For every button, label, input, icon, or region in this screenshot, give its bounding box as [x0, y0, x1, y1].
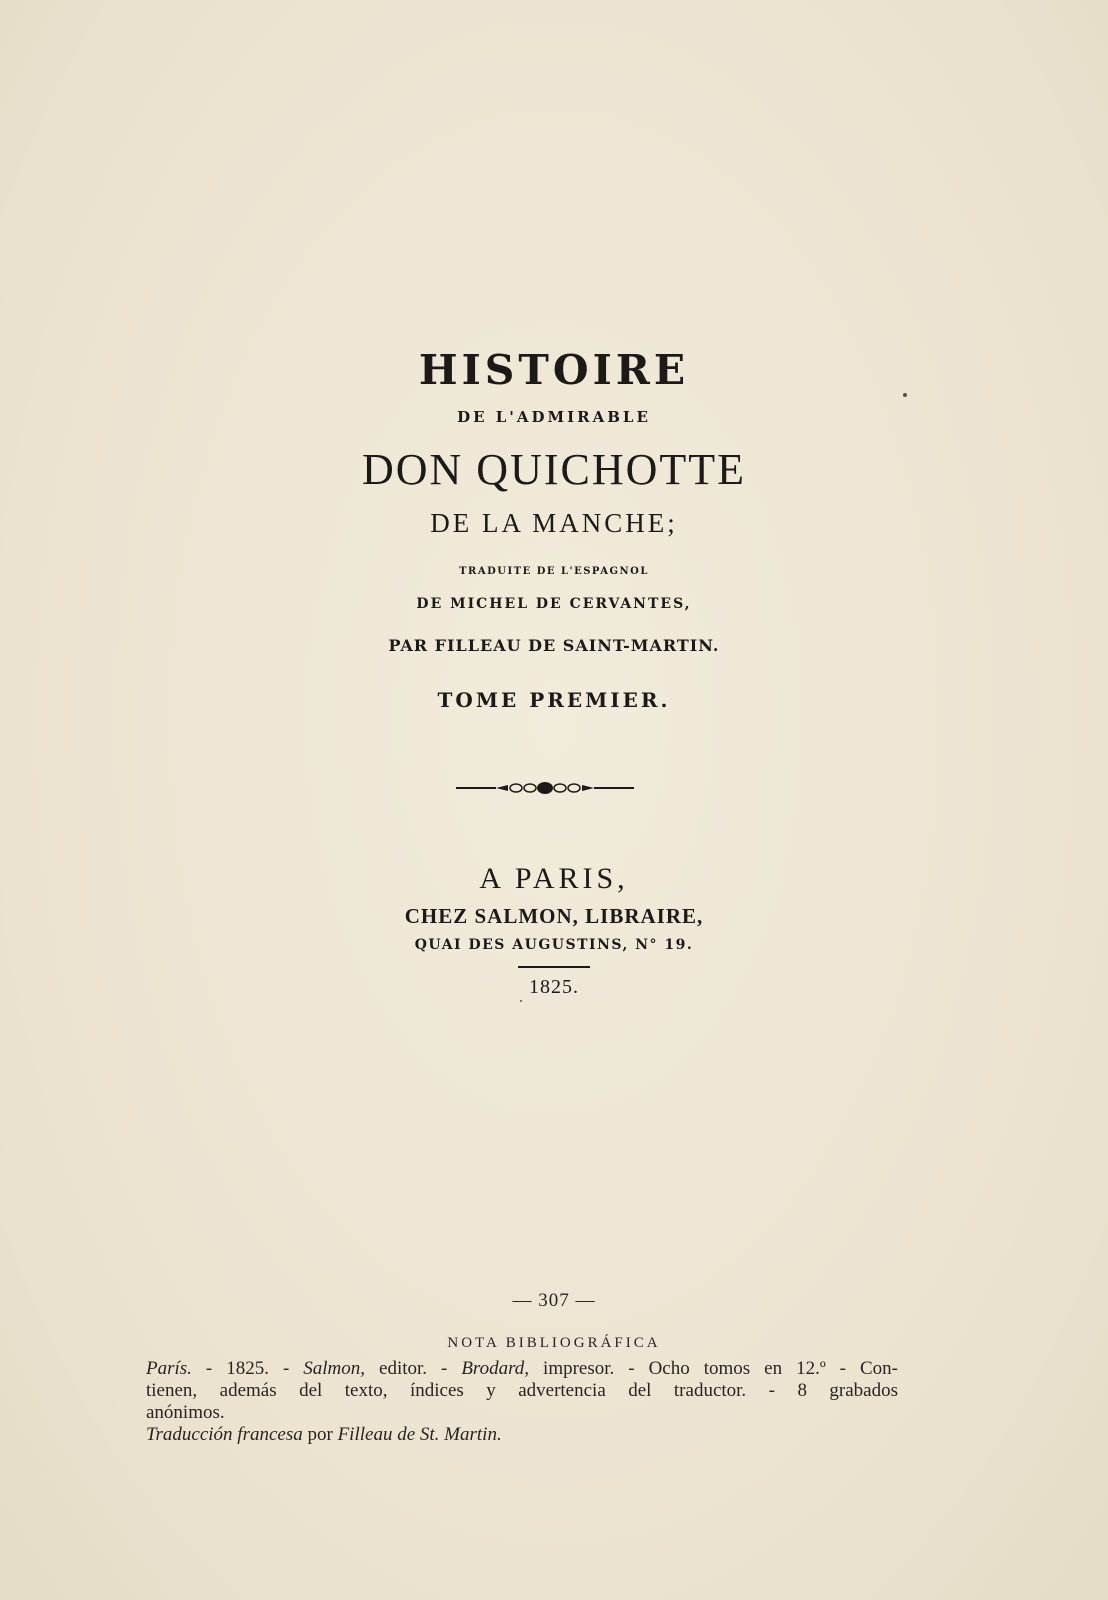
note-city: París.: [146, 1358, 192, 1379]
ornament-rule: [456, 780, 634, 796]
note-por: por: [302, 1424, 338, 1445]
title-de-ladmirable: DE L'ADMIRABLE: [457, 408, 651, 426]
note-heading: NOTA BIBLIOGRÁFICA: [447, 1335, 661, 1351]
note-line-2: tienen, además del texto, índices y advertencia del traductor. - 8 grabados: [146, 1380, 898, 1401]
note-printer: Brodard,: [461, 1358, 530, 1379]
note-editor: Salmon,: [303, 1358, 366, 1379]
paper-speck: [903, 393, 907, 397]
title-de-la-manche: DE LA MANCHE;: [430, 508, 678, 538]
bibliographic-note: [146, 1358, 898, 1446]
translator-line: PAR FILLEAU DE SAINT-MARTIN.: [388, 636, 720, 655]
paper-speck: [520, 1000, 522, 1002]
page-number: — 307 —: [512, 1290, 596, 1311]
translated-from-label: TRADUITE DE L'ESPAGNOL: [459, 566, 649, 577]
title-don-quichotte: DON QUICHOTTE: [361, 445, 747, 494]
title-histoire: HISTOIRE: [418, 346, 690, 394]
address-line: QUAI DES AUGUSTINS, N° 19.: [414, 937, 694, 953]
author-line: DE MICHEL DE CERVANTES,: [416, 596, 692, 612]
volume-line: TOME PREMIER.: [437, 688, 671, 712]
note-translator: Filleau de St. Martin.: [337, 1424, 502, 1445]
year-line: 1825.: [529, 976, 579, 998]
divider-rule: [518, 966, 590, 968]
note-year: - 1825. -: [191, 1358, 304, 1379]
note-translation-label: Traducción francesa: [146, 1424, 303, 1445]
publisher-line: CHEZ SALMON, LIBRAIRE,: [404, 904, 704, 928]
note-line-4: [146, 1424, 898, 1446]
note-line-3: anónimos.: [146, 1402, 225, 1423]
city-line: A PARIS,: [479, 862, 629, 895]
note-line-1: [146, 1358, 898, 1380]
note-printer-label: impresor. - Ocho tomos en 12.º - Con-: [529, 1358, 898, 1379]
note-editor-label: editor. -: [365, 1358, 462, 1379]
